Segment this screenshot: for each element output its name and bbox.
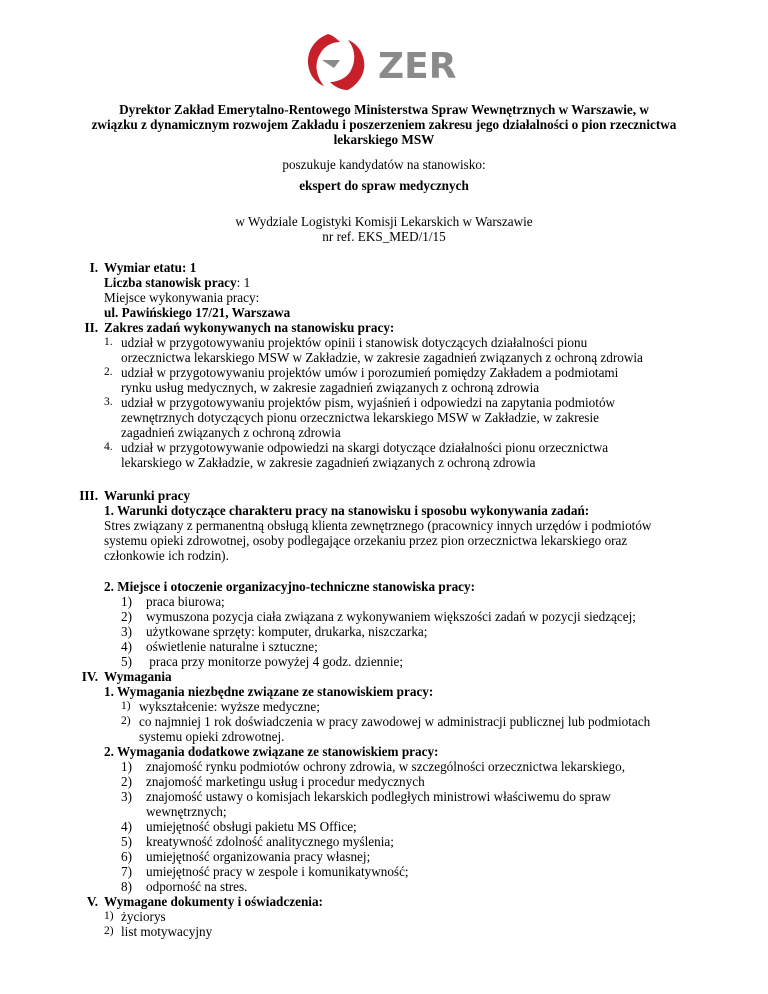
place-label: Miejsce wykonywania pracy: (104, 290, 260, 305)
add-5-number: 5) (121, 834, 132, 849)
req-2-text: co najmniej 1 rok doświadczenia w pracy zawodowej w administracji publicznej lub podmiotach (139, 714, 651, 729)
add-8-text: odporność na stres. (146, 879, 248, 894)
section-2-number: II. (84, 320, 98, 335)
task-3-line-3: zagadnień związanych z ochroną zdrowia (121, 425, 341, 440)
intro-line-3: lekarskiego MSW (333, 132, 435, 147)
intro-line-1: Dyrektor Zakład Emerytalno-Rentowego Ministerstwa Spraw Wewnętrznych w Warszawie, w (119, 102, 649, 117)
conditions-para-line-3: członkowie ich rodzin). (104, 548, 229, 563)
intro-heading (40, 102, 728, 147)
add-8-number: 8) (121, 879, 132, 894)
task-3-number: 3. (104, 396, 113, 408)
count-line (104, 275, 250, 290)
conditions-subtitle-2: 2. Miejsce i otoczenie organizacyjno-techniczne stanowiska pracy: (104, 579, 475, 594)
section-4-number: IV. (81, 669, 98, 684)
add-1-text: znajomość rynku podmiotów ochrony zdrowia, w szczególności orzecznictwa lekarskiego, (146, 759, 625, 774)
section-1-number: I. (89, 260, 98, 275)
add-4-number: 4) (121, 819, 132, 834)
section-1-title: Wymiar etatu: 1 (104, 260, 197, 275)
env-2-text: wymuszona pozycja ciała związana z wykonywaniem większości zadań w pozycji siedzącej; (146, 609, 636, 624)
add-2-number: 2) (121, 774, 132, 789)
task-2-number: 2. (104, 366, 113, 378)
add-3-text: znajomość ustawy o komisjach lekarskich podległych ministrowi właściwemu do spraw (146, 789, 611, 804)
doc-2-text: list motywacyjny (121, 924, 213, 939)
section-4-title: Wymagania (104, 669, 172, 684)
position-title: ekspert do spraw medycznych (299, 178, 469, 193)
task-4-line-1: udział w przygotowywanie odpowiedzi na skargi dotyczące działalności pionu orzecznictwa (121, 440, 609, 455)
env-3-text: użytkowane sprzęty: komputer, drukarka, niszczarka; (146, 624, 428, 639)
add-7-text: umiejętność pracy w zespole i komunikatywność; (146, 864, 409, 879)
env-5-text: praca przy monitorze powyżej 4 godz. dziennie; (146, 654, 404, 669)
count-label: Liczba stanowisk pracy (104, 275, 237, 290)
conditions-para-line-2: systemu opieki zdrowotnej, osoby podlegające orzekaniu przez pion orzecznictwa lekarskiego oraz (104, 533, 628, 548)
section-5-title: Wymagane dokumenty i oświadczenia: (104, 894, 323, 909)
zer-logo-mark (300, 30, 490, 92)
doc-1-text: życiorys (121, 909, 166, 924)
add-2-text: znajomość marketingu usług i procedur medycznych (146, 774, 425, 789)
env-3-number: 3) (121, 624, 132, 639)
add-3-number: 3) (121, 789, 132, 804)
reference-number: nr ref. EKS_MED/1/15 (322, 229, 446, 244)
zer-logo (300, 30, 490, 92)
add-3-text-cont: wewnętrznych; (146, 804, 227, 819)
task-2-line-1: udział w przygotowywaniu projektów umów i porozumień pomiędzy Zakładem a podmiotami (121, 365, 619, 380)
add-7-number: 7) (121, 864, 132, 879)
req-2-text-cont: systemu opieki zdrowotnej. (139, 729, 285, 744)
task-3-line-2: zewnętrznych dotyczących pionu orzecznictwa lekarskiego MSW w Zakładzie, w zakresie (121, 410, 599, 425)
task-4-line-2: lekarskiego w Zakładzie, w zakresie zagadnień związanych z ochroną zdrowia (121, 455, 536, 470)
env-2-number: 2) (121, 609, 132, 624)
department-text: w Wydziale Logistyki Komisji Lekarskich w Warszawie (235, 214, 533, 229)
section-5-number: V. (86, 894, 98, 909)
req-1-text: wykształcenie: wyższe medyczne; (139, 699, 320, 714)
task-1-line-2: orzecznictwa lekarskiego MSW w Zakładzie, w zakresie zagadnień związanych z ochroną zdrowia (121, 350, 643, 365)
place-value: ul. Pawińskiego 17/21, Warszawa (104, 305, 291, 320)
section-3-title: Warunki pracy (104, 488, 191, 503)
req-2-number: 2) (121, 715, 131, 727)
section-3-number: III. (79, 488, 98, 503)
add-6-number: 6) (121, 849, 132, 864)
env-4-number: 4) (121, 639, 132, 654)
task-2-line-2: rynku usług medycznych, w zakresie zagadnień związanych z ochroną zdrowia (121, 380, 540, 395)
conditions-subtitle-1: 1. Warunki dotyczące charakteru pracy na stanowisku i sposobu wykonywania zadań: (104, 503, 590, 518)
conditions-para-line-1: Stres związany z permanentną obsługą klienta zewnętrznego (pracownicy innych urzędów i podmiotów (104, 518, 652, 533)
add-1-number: 1) (121, 759, 132, 774)
add-6-text: umiejętność organizowania pracy własnej; (146, 849, 371, 864)
task-1-number: 1. (104, 336, 113, 348)
count-value: : 1 (236, 275, 251, 290)
requirements-subtitle-1: 1. Wymagania niezbędne związane ze stanowiskiem pracy: (104, 684, 434, 699)
env-4-text: oświetlenie naturalne i sztuczne; (146, 639, 318, 654)
task-1-line-1: udział w przygotowywaniu projektów opinii i stanowisk dotyczących działalności pionu (121, 335, 588, 350)
seeking-text: poszukuje kandydatów na stanowisko: (282, 157, 486, 172)
task-3-line-1: udział w przygotowywaniu projektów pism, wyjaśnień i odpowiedzi na zapytania podmiotów (121, 395, 616, 410)
env-1-text: praca biurowa; (146, 594, 225, 609)
logo-text: ZER (378, 46, 457, 87)
doc-1-number: 1) (104, 910, 114, 922)
section-2-title: Zakres zadań wykonywanych na stanowisku pracy: (104, 320, 395, 335)
intro-line-2: związku z dynamicznym rozwojem Zakładu i poszerzeniem zakresu jego działalności o pion rzecznictwa (91, 117, 677, 132)
req-1-number: 1) (121, 700, 131, 712)
env-1-number: 1) (121, 594, 132, 609)
task-4-number: 4. (104, 441, 113, 453)
doc-2-number: 2) (104, 925, 114, 937)
add-4-text: umiejętność obsługi pakietu MS Office; (146, 819, 357, 834)
add-5-text: kreatywność zdolność analitycznego myślenia; (146, 834, 394, 849)
env-5-number: 5) (121, 654, 132, 669)
requirements-subtitle-2: 2. Wymagania dodatkowe związane ze stanowiskiem pracy: (104, 744, 439, 759)
